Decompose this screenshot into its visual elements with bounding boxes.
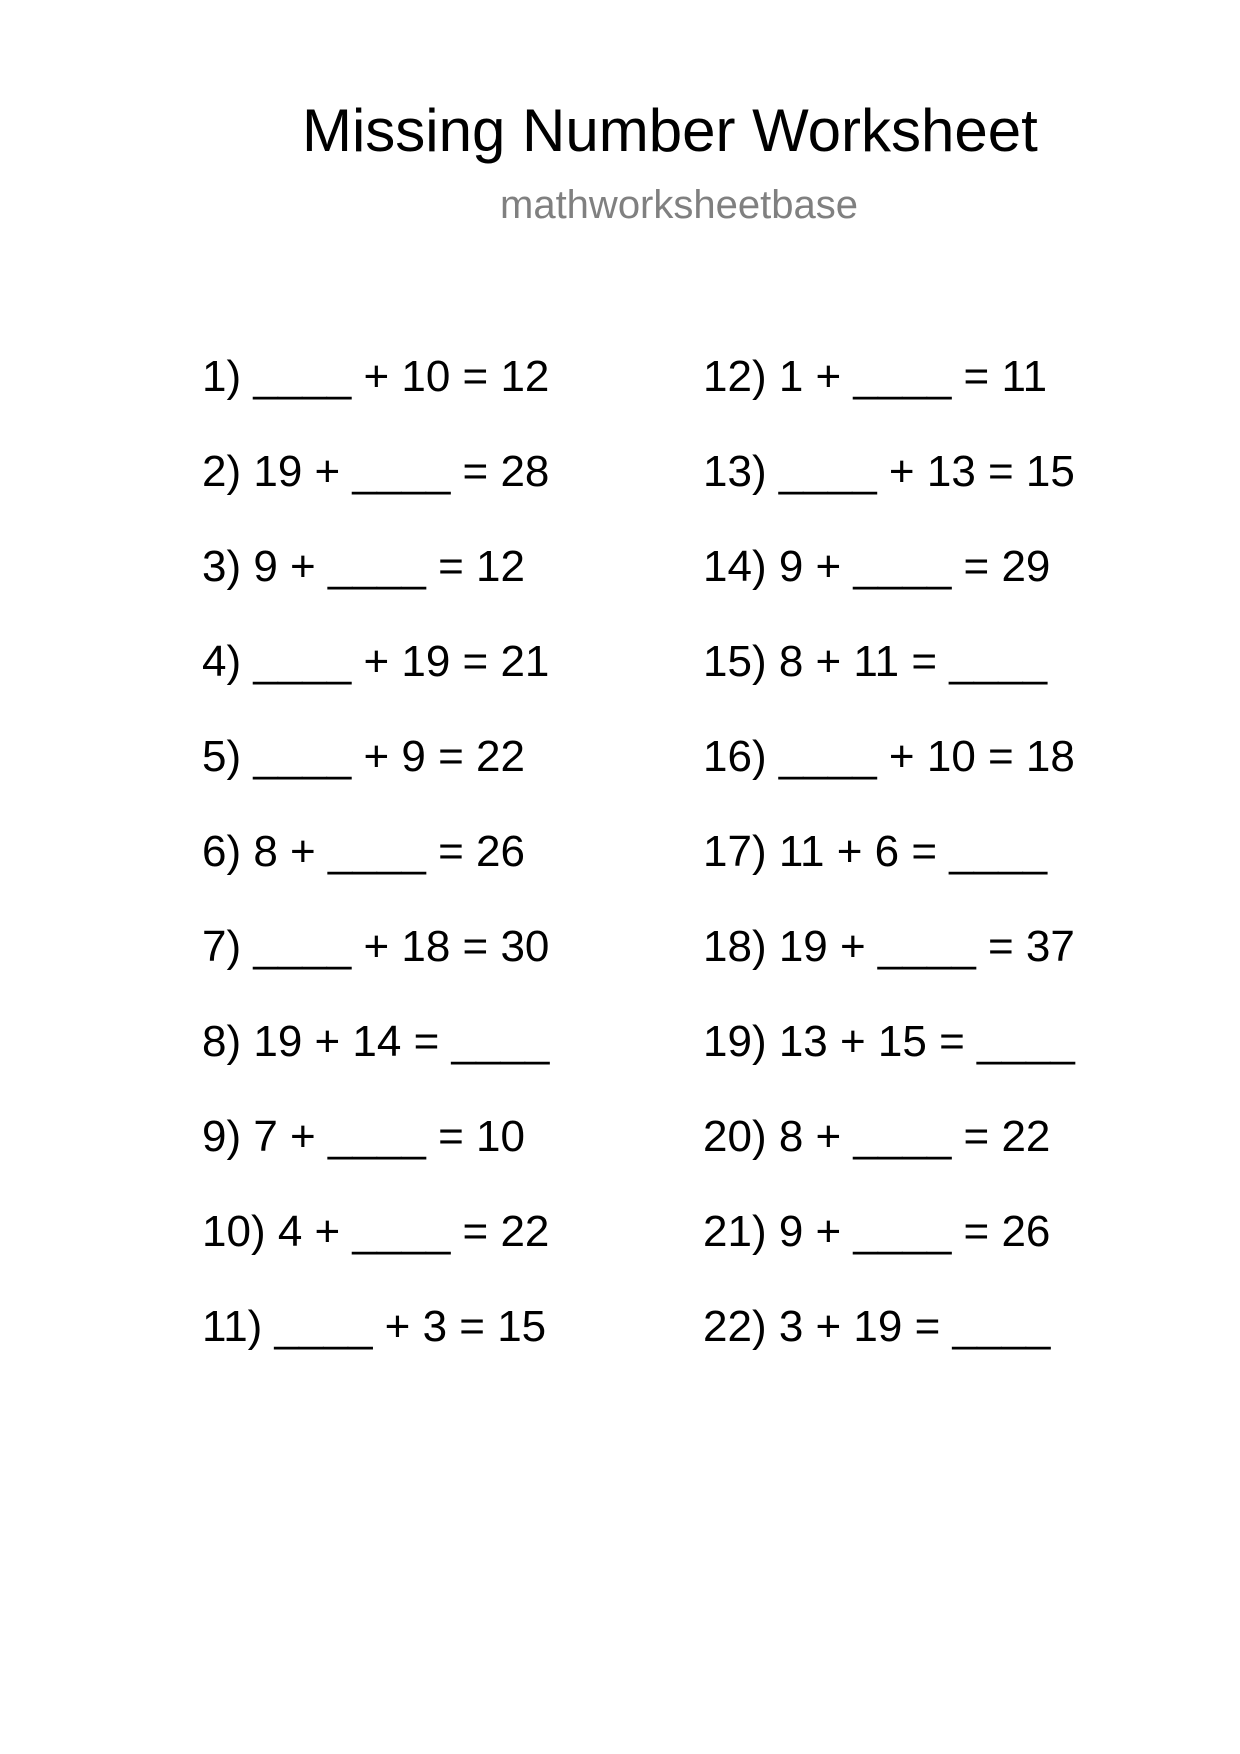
problem-item: 17) 11 + 6 = ____ [703, 827, 1048, 876]
problem-item: 15) 8 + 11 = ____ [703, 637, 1048, 686]
problem-item: 18) 19 + ____ = 37 [703, 922, 1075, 971]
problems-left-column [202, 352, 549, 1397]
problem-item: 16) ____ + 10 = 18 [703, 732, 1075, 781]
problem-item: 5) ____ + 9 = 22 [202, 732, 525, 781]
problem-item: 21) 9 + ____ = 26 [703, 1207, 1051, 1256]
page-title: Missing Number Worksheet [302, 97, 1038, 164]
problem-item: 12) 1 + ____ = 11 [703, 352, 1048, 401]
problem-item: 22) 3 + 19 = ____ [703, 1302, 1051, 1351]
problem-item: 11) ____ + 3 = 15 [202, 1302, 547, 1351]
problem-item: 19) 13 + 15 = ____ [703, 1017, 1075, 1066]
problem-item: 14) 9 + ____ = 29 [703, 542, 1051, 591]
problem-item: 3) 9 + ____ = 12 [202, 542, 525, 591]
problems-right-column [703, 352, 1075, 1397]
problem-item: 20) 8 + ____ = 22 [703, 1112, 1051, 1161]
problem-item: 13) ____ + 13 = 15 [703, 447, 1075, 496]
site-name: mathworksheetbase [500, 183, 858, 227]
problem-item: 1) ____ + 10 = 12 [202, 352, 550, 401]
problem-item: 4) ____ + 19 = 21 [202, 637, 550, 686]
problem-item: 10) 4 + ____ = 22 [202, 1207, 550, 1256]
problem-item: 8) 19 + 14 = ____ [202, 1017, 550, 1066]
problem-item: 6) 8 + ____ = 26 [202, 827, 525, 876]
problem-item: 9) 7 + ____ = 10 [202, 1112, 525, 1161]
problem-item: 2) 19 + ____ = 28 [202, 447, 550, 496]
problem-item: 7) ____ + 18 = 30 [202, 922, 550, 971]
